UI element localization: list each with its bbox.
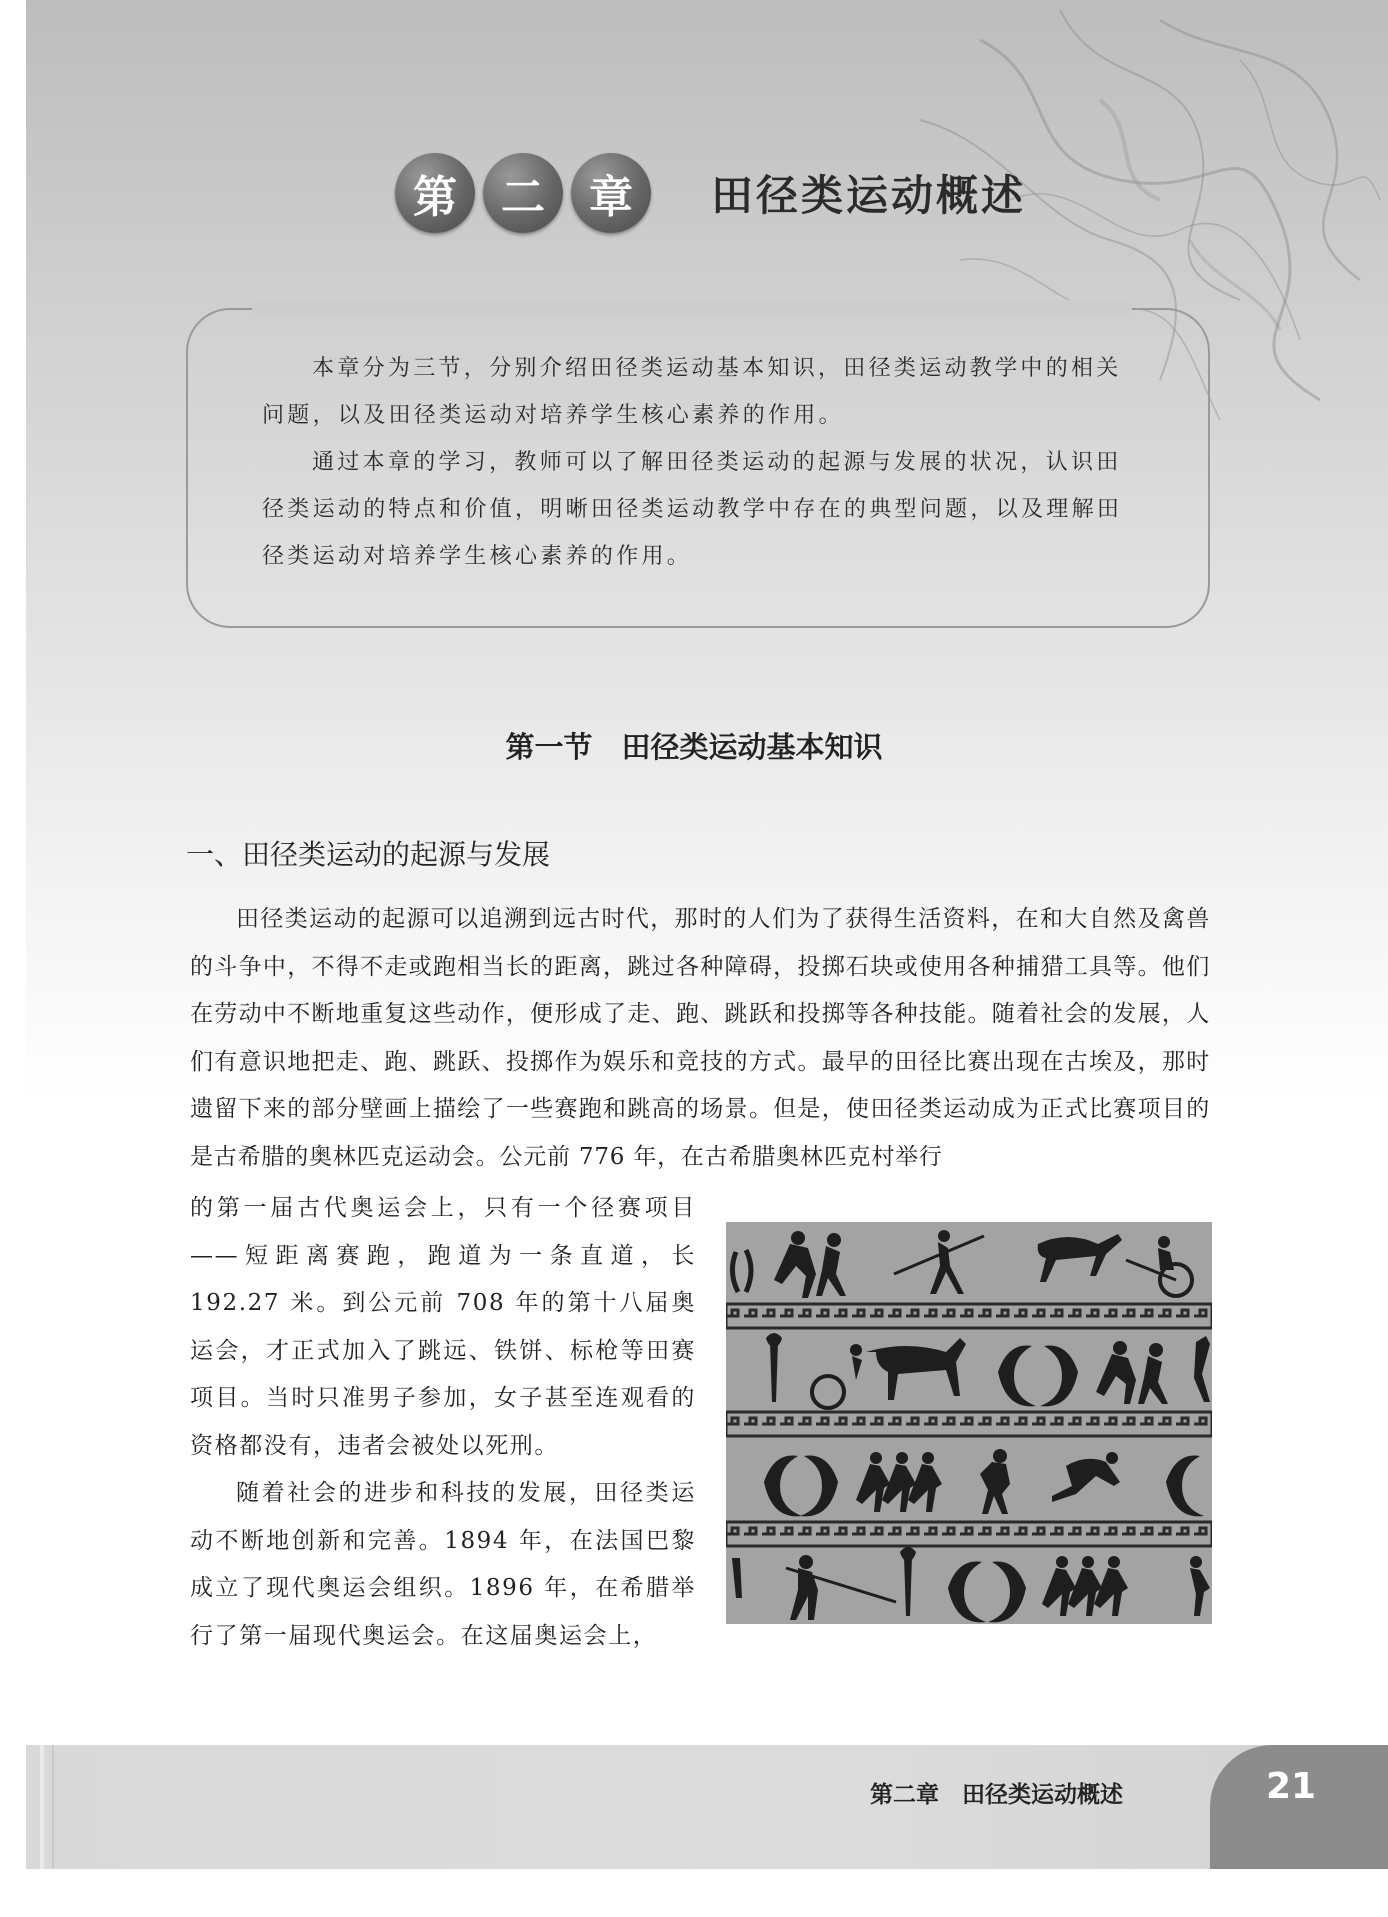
wrapped-text [190, 1185, 696, 1660]
running-title: 第二章 田径类运动概述 [870, 1782, 1123, 1808]
body-paragraph-1: 田径类运动的起源可以追溯到远古时代，那时的人们为了获得生活资料，在和大自然及禽兽的斗争中，不得不走或跑相当长的距离，跳过各种障碍，投掷石块或使用各种捕猎工具等。他们在劳动中不断地重复这些动作，便形成了走、跑、跳跃和投掷等各种技能。随着社会的发展，人们有意识地把走、跑、跳跃、投掷作为娱乐和竞技的方式。最早的田径比赛出现在古埃及，那时遗留下来的部分壁画上描绘了一些赛跑和跳高的场景。但是，使田径类运动成为正式比赛项目的是古希腊的奥林匹克运动会。公元前 776 年，在古希腊奥林匹克村举行 [190, 906, 1210, 1170]
chapter-heading [395, 152, 1026, 234]
body-paragraph-2: 随着社会的进步和科技的发展，田径类运动不断地创新和完善。1894 年，在法国巴黎成立了现代奥运会组织。1896 年，在希腊举行了第一届现代奥运会。在这届奥运会上， [190, 1480, 696, 1649]
page-number-tab [1210, 1745, 1388, 1869]
intro-box-gap [252, 300, 1132, 314]
body-text [190, 896, 1210, 1181]
greek-frieze-figure [726, 1222, 1212, 1624]
chapter-mark-1: 第 [395, 153, 475, 233]
subsection-heading: 一、田径类运动的起源与发展 [186, 838, 551, 871]
footer-stripe [40, 1745, 44, 1869]
chapter-mark-2: 二 [483, 153, 563, 233]
page-number: 21 [1266, 1766, 1317, 1807]
section-title: 第一节 田径类运动基本知识 [505, 730, 883, 764]
intro-paragraph-1: 本章分为三节，分别介绍田径类运动基本知识，田径类运动教学中的相关问题，以及田径类运动对培养学生核心素养的作用。 [262, 356, 1122, 428]
footer-stripe-thin [52, 1745, 54, 1869]
greek-frieze-image [726, 1222, 1212, 1624]
intro-text [262, 345, 1142, 580]
chapter-title: 田径类运动概述 [711, 171, 1027, 220]
body-paragraph-1-continued: 的第一届古代奥运会上，只有一个径赛项目——短距离赛跑，跑道为一条直道，长 192.27 米。到公元前 708 年的第十八届奥运会，才正式加入了跳远、铁饼、标枪等田赛项目。当时只准男子参加，女子甚至连观看的资格都没有，违者会被处以死刑。 [190, 1195, 696, 1459]
chapter-mark-3: 章 [571, 153, 651, 233]
intro-paragraph-2: 通过本章的学习，教师可以了解田径类运动的起源与发展的状况，认识田径类运动的特点和价值，明晰田径类运动教学中存在的典型问题，以及理解田径类运动对培养学生核心素养的作用。 [262, 450, 1123, 569]
footer-bar [26, 1745, 1388, 1869]
